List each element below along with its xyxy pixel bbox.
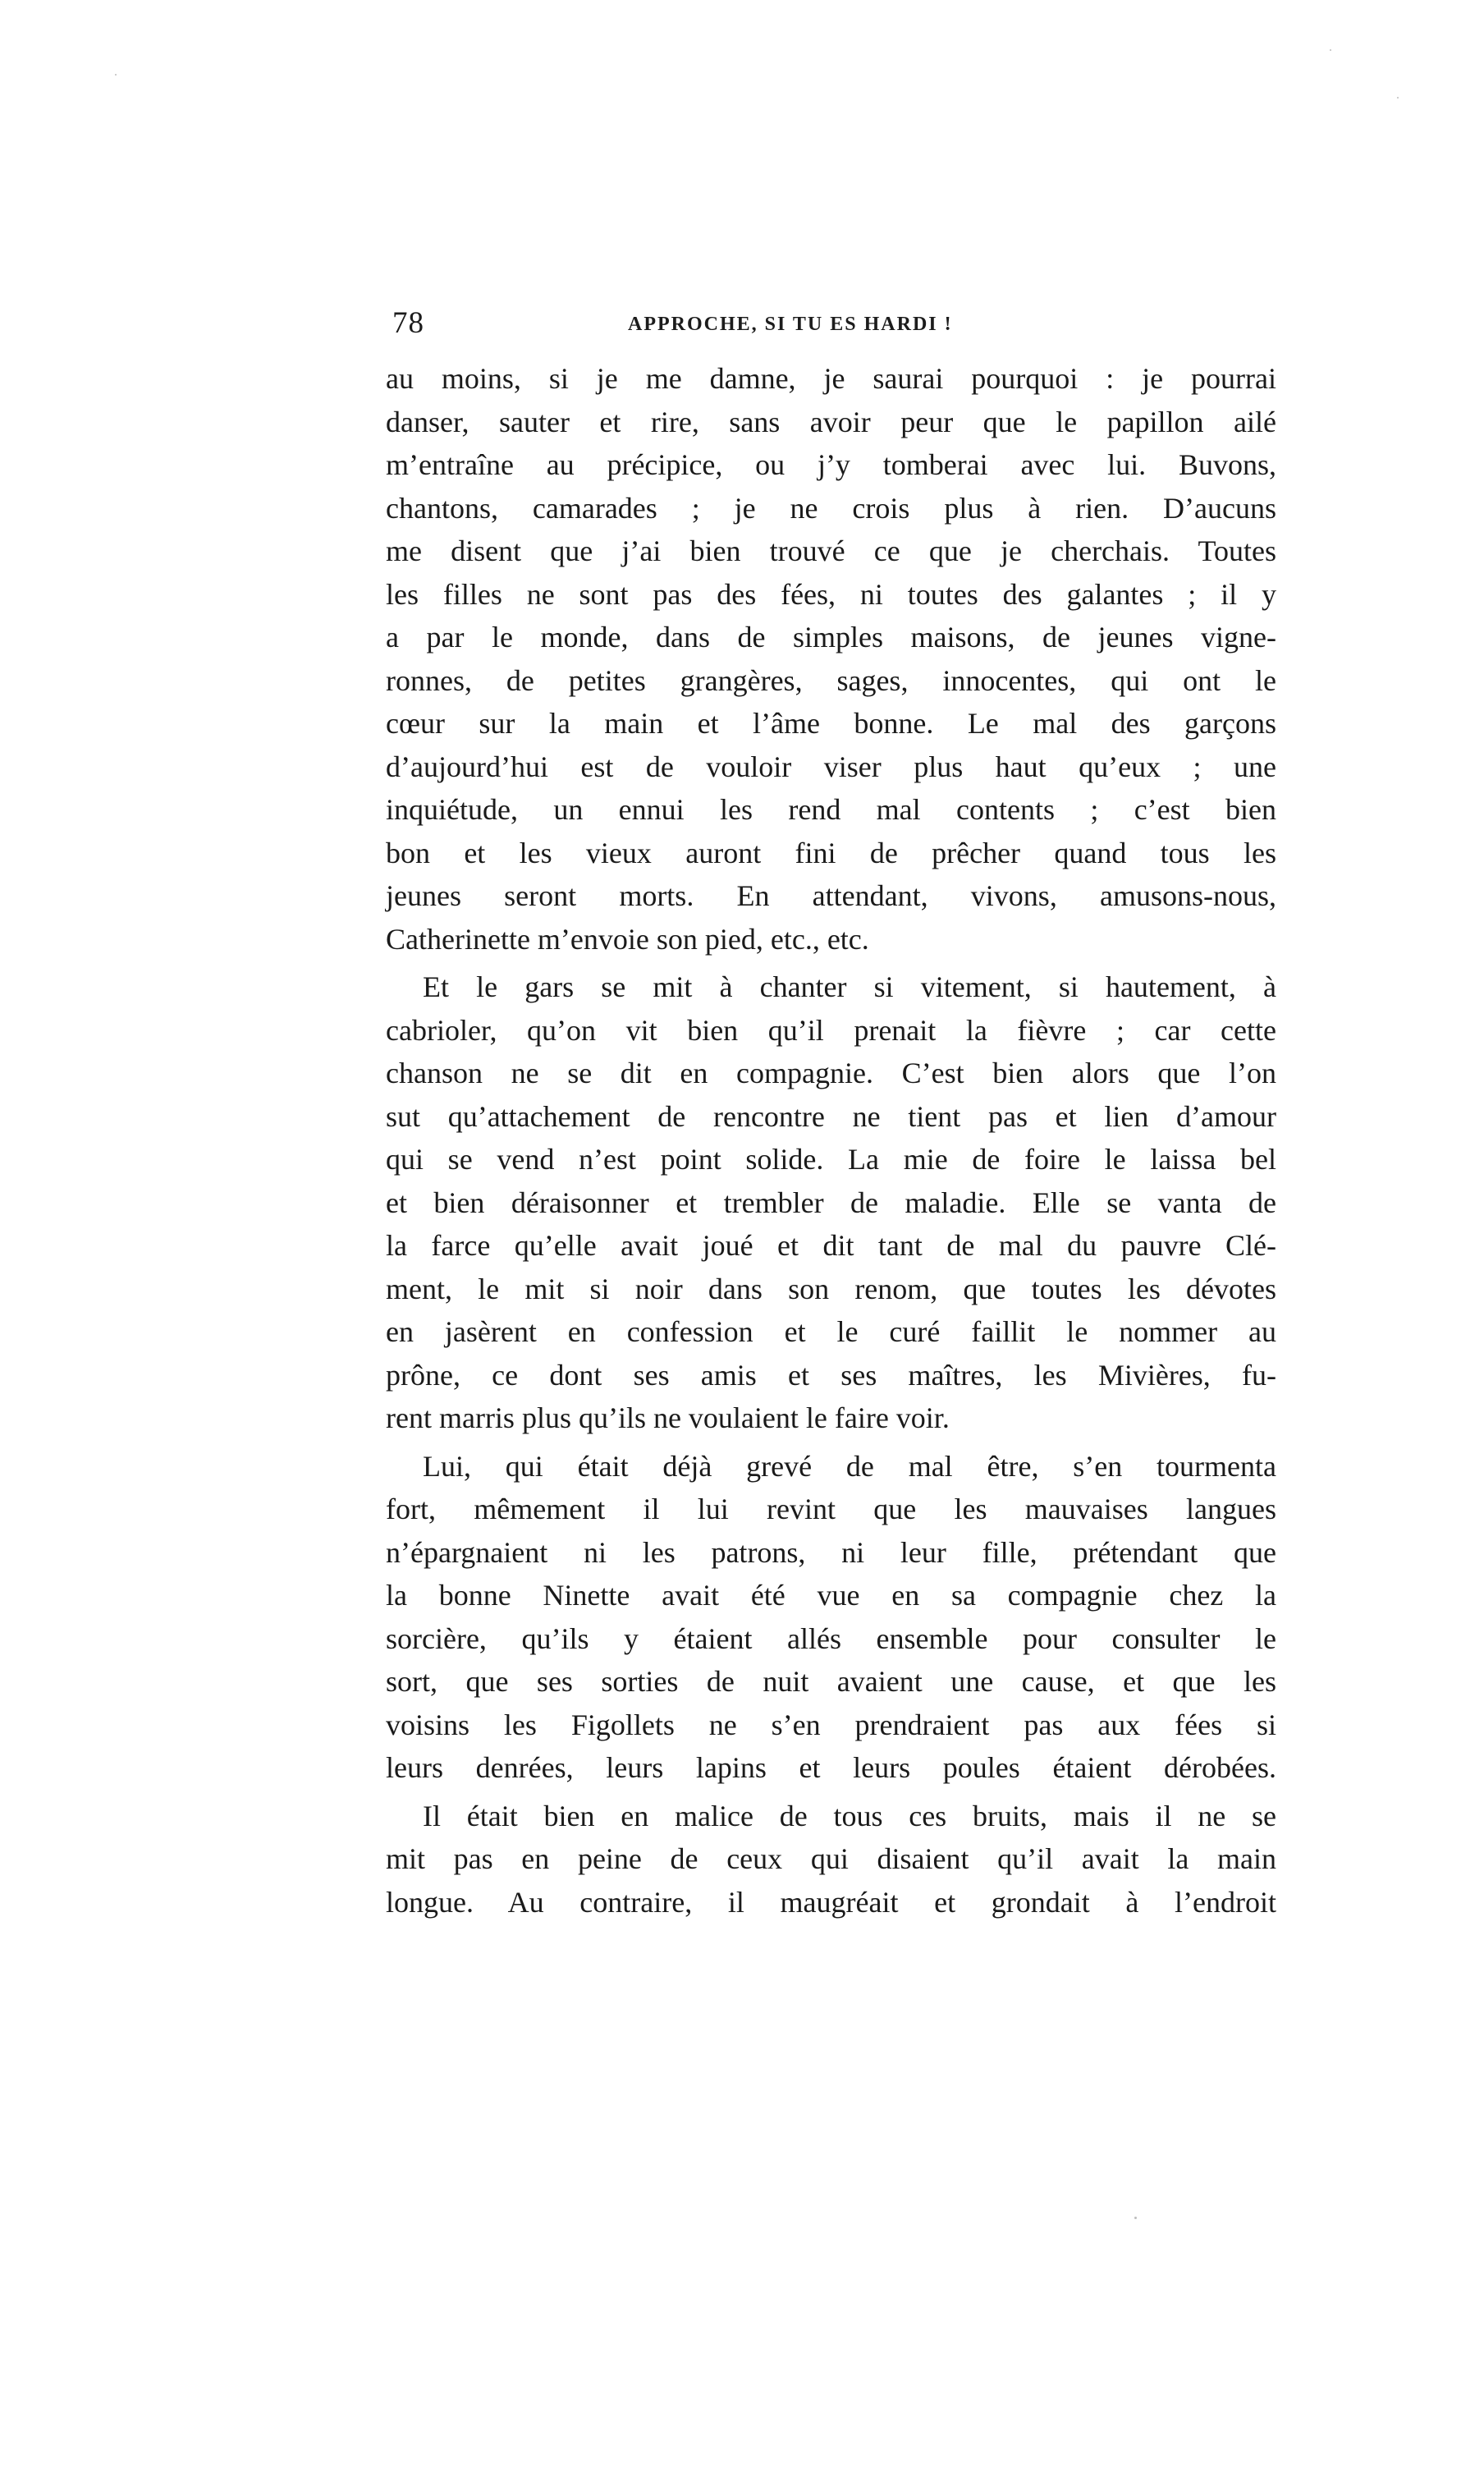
text-line: bon et les vieux auront fini de prêcher quand tous les [386, 836, 1276, 869]
text-line: jeunes seront morts. En attendant, vivons, amusons-nous, [386, 879, 1276, 912]
text-line: Catherinette m’envoie son pied, etc., etc. [386, 922, 869, 956]
paragraph-2 [386, 965, 1276, 1440]
text-line: chanson ne se dit en compagnie. C’est bien alors que l’on [386, 1057, 1276, 1089]
paragraph-4 [386, 1795, 1276, 1924]
text-line: fort, mêmement il lui revint que les mauvaises langues [386, 1493, 1276, 1525]
paragraph-1 [386, 357, 1276, 961]
text-line: ronnes, de petites grangères, sages, innocentes, qui ont le [386, 663, 1276, 697]
text-line: les filles ne sont pas des fées, ni toutes des galantes ; il y [386, 577, 1276, 611]
text-line: d’aujourd’hui est de vouloir viser plus haut qu’eux ; une [386, 750, 1276, 783]
text-line: et bien déraisonner et trembler de maladie. Elle se vanta de [386, 1185, 1276, 1219]
text-line: cabrioler, qu’on vit bien qu’il prenait la fièvre ; car cette [386, 1013, 1276, 1047]
text-line: en jasèrent en confession et le curé faillit le nommer au [386, 1315, 1276, 1348]
text-line: qui se vend n’est point solide. La mie de foire le laissa bel [386, 1143, 1276, 1176]
text-line: cœur sur la main et l’âme bonne. Le mal des garçons [386, 707, 1276, 740]
text-line: Et le gars se mit à chanter si vitement, si hautement, à [423, 970, 1276, 1003]
text-line: sort, que ses sorties de nuit avaient une cause, et que les [386, 1665, 1276, 1698]
paper-speck [1134, 2217, 1137, 2219]
text-line: sut qu’attachement de rencontre ne tient pas et lien d’amour [386, 1099, 1276, 1133]
text-line: n’épargnaient ni les patrons, ni leur fille, prétendant que [386, 1535, 1276, 1569]
text-line: au moins, si je me damne, je saurai pourquoi : je pourrai [386, 362, 1276, 395]
page-number: 78 [392, 306, 424, 340]
paper-speck [1330, 49, 1331, 51]
text-line: la bonne Ninette avait été vue en sa compagnie chez la [386, 1579, 1276, 1612]
text-line: sorcière, qu’ils y étaient allés ensemble pour consulter le [386, 1621, 1276, 1655]
text-line: ment, le mit si noir dans son renom, que toutes les dévotes [386, 1272, 1276, 1305]
text-line: me disent que j’ai bien trouvé ce que je cherchais. Toutes [386, 534, 1276, 567]
text-line: leurs denrées, leurs lapins et leurs poules étaient dérobées. [386, 1751, 1276, 1784]
text-line: Lui, qui était déjà grevé de mal être, s’en tourmenta [423, 1449, 1276, 1483]
paper-speck [1397, 97, 1399, 99]
text-line: chantons, camarades ; je ne crois plus à rien. D’aucuns [386, 491, 1276, 525]
text-line: m’entraîne au précipice, ou j’y tomberai avec lui. Buvons, [386, 448, 1276, 481]
page-header [386, 305, 1276, 355]
body-text [386, 357, 1276, 1924]
text-line: prône, ce dont ses amis et ses maîtres, les Mivières, fu- [386, 1358, 1276, 1392]
text-line: a par le monde, dans de simples maisons, de jeunes vigne- [386, 621, 1276, 653]
text-line: voisins les Figollets ne s’en prendraient pas aux fées si [386, 1708, 1276, 1741]
text-line: longue. Au contraire, il maugréait et grondait à l’endroit [386, 1885, 1276, 1919]
running-head: APPROCHE, SI TU ES HARDI ! [628, 314, 953, 335]
text-line: mit pas en peine de ceux qui disaient qu’il avait la main [386, 1842, 1276, 1875]
text-line: danser, sauter et rire, sans avoir peur que le papillon ailé [386, 405, 1276, 438]
text-line: rent marris plus qu’ils ne voulaient le faire voir. [386, 1401, 950, 1434]
text-line: la farce qu’elle avait joué et dit tant de mal du pauvre Clé- [386, 1229, 1276, 1262]
paragraph-3 [386, 1445, 1276, 1790]
paper-speck [115, 74, 117, 76]
text-line: inquiétude, un ennui les rend mal contents ; c’est bien [386, 793, 1276, 826]
text-line: Il était bien en malice de tous ces bruits, mais il ne se [423, 1799, 1276, 1832]
